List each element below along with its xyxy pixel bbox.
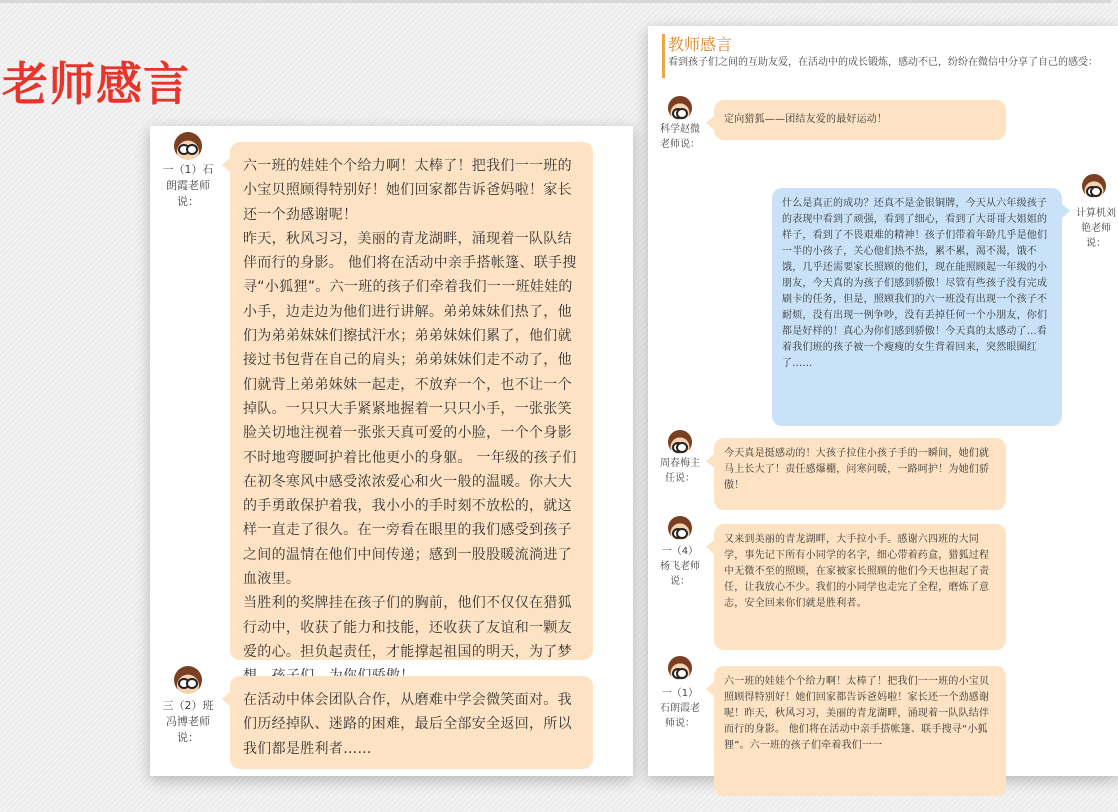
teacher-avatar-icon [174,132,202,160]
message-bubble [230,142,593,660]
author-label: 计算机刘艳老师说： [1076,208,1116,249]
right-screenshot-card [648,26,1118,776]
teacher-avatar-icon [668,516,692,540]
section-title: 教师感言 [668,35,733,54]
author-label: 三（2）班冯博老师说： [162,699,214,744]
author-label: 周春梅主任说： [660,458,700,484]
author-label: 一（4）杨飞老师说： [660,546,700,587]
teacher-avatar-icon [174,666,202,694]
message-text: 定向猎狐——团结友爱的最好运动！ [724,114,888,125]
message-paragraph: 昨天，秋风习习，美丽的青龙湖畔，涌现着一队队结伴而行的身影。 他们将在活动中亲手搭帐篷、联手搜寻“小狐狸”。六一班的孩子们牵着我们一一班娃娃的小手，边走边为他们进行讲解。弟弟妹妹们热了，他们为弟弟妹妹们擦拭汗水；弟弟妹妹们累了，他们就接过书包背在自己的肩头；弟弟妹妹们走不动了，他们就背上弟弟妹妹一起走，不放弃一个，也不让一个掉队。一只只大手紧紧地握着一只只小手，一张张笑脸关切地注视着一张张天真可爱的小脸，一个个身影不时地弯腰呵护着比他更小的身躯。 一年级的孩子们在初冬寒风中感受浓浓爱心和火一般的温暖。你大大的手勇敢保护着我，我小小的手时刻不放松的，就这样一直走了很久。在一旁看在眼里的我们感受到孩子之间的温情在他们中间传递；感到一股股暖流淌进了血液里。 [243,230,577,588]
message-text: 六一班的娃娃个个给力啊！太棒了！把我们一一班的小宝贝照顾得特别好！她们回家都告诉爸妈啦！家长还一个劲感谢呢！昨天，秋风习习，美丽的青龙湖畔，涌现着一队队结伴而行的身影。 他们将在活动中亲手搭帐篷、联手搜寻“小狐狸”。六一班的孩子们牵着我们一一 [724,676,990,751]
header-accent-bar [662,34,665,78]
message-text: 在活动中体会团队合作，从磨难中学会微笑面对。我们历经掉队、迷路的困难，最后全部安全返回，所以我们都是胜利者…… [243,692,572,757]
message-paragraph: 六一班的娃娃个个给力啊！太棒了！把我们一一班的小宝贝照顾得特别好！她们回家都告诉爸妈啦！家长还一个劲感谢呢！ [243,158,572,223]
teacher-avatar-icon [1082,174,1106,198]
teacher-avatar-icon [668,430,692,454]
teacher-avatar-icon [668,656,692,680]
message-bubble [230,676,593,769]
message-paragraph: 当胜利的奖牌挂在孩子们的胸前，他们不仅仅在猎狐行动中，收获了能力和技能，还收获了友谊和一颗友爱的心。担负起责任，才能撑起祖国的明天，为了梦 [243,595,572,660]
page-title: 老师感言 [2,57,190,111]
author-label: 科学赵微老师说： [660,124,700,150]
message-bubble [714,438,1006,510]
teacher-avatar-icon [668,96,692,120]
message-text: 什么是真正的成功？还真不是金银铜牌，今天从六年级孩子的表现中看到了顽强，看到了细心，看到了大哥哥大姐姐的样子，看到了不畏艰难的精神！孩子们带着年龄几乎是他们一半的小孩子，关心他们热不热，累不累，渴不渴，饿不饿，几乎还需要家长照顾的他们，现在能照顾起一年级的小朋友，今天真的为孩子们感到骄傲！尽管有些孩子没有完成刷卡的任务，但是，照顾我们的六一班没有出现一个孩子不耐烦，没有出现一例争吵，没有丢掉任何一个小朋友，你们都是好样的！真心为你们感到骄傲！今天真的太感动了...看着我们班的孩子被一个瘦瘦的女生背着回来，突然眼圈红了…… [782,198,1048,369]
message-text: 今天真是挺感动的！大孩子拉住小孩子手的一瞬间，她们就马上长大了！责任感爆棚，问寒问暖，一路呵护！为她们骄傲！ [724,448,990,491]
author-label: 一（1）石朗霞老师说： [660,688,700,729]
section-description: 看到孩子们之间的互助友爱，在活动中的成长锻炼，感动不已，纷纷在微信中分享了自己的感受： [668,57,1098,68]
message-bubble [714,524,1006,650]
message-bubble [772,188,1062,426]
top-divider [0,0,1111,3]
message-bubble [714,666,1006,796]
author-label: 一（1）石朗霞老师说： [162,163,214,208]
message-bubble [714,100,1006,140]
message-text: 又来到美丽的青龙湖畔，大手拉小手。感谢六四班的大同学，事先记下所有小同学的名字，细心带着药盒，猎狐过程中无微不至的照顾，在家被家长照顾的他们今天也担起了责任，让我放心不少。我们的小同学也走完了全程，磨炼了意志，安全回来你们就是胜利者。 [724,534,990,609]
left-screenshot-card [150,126,633,776]
